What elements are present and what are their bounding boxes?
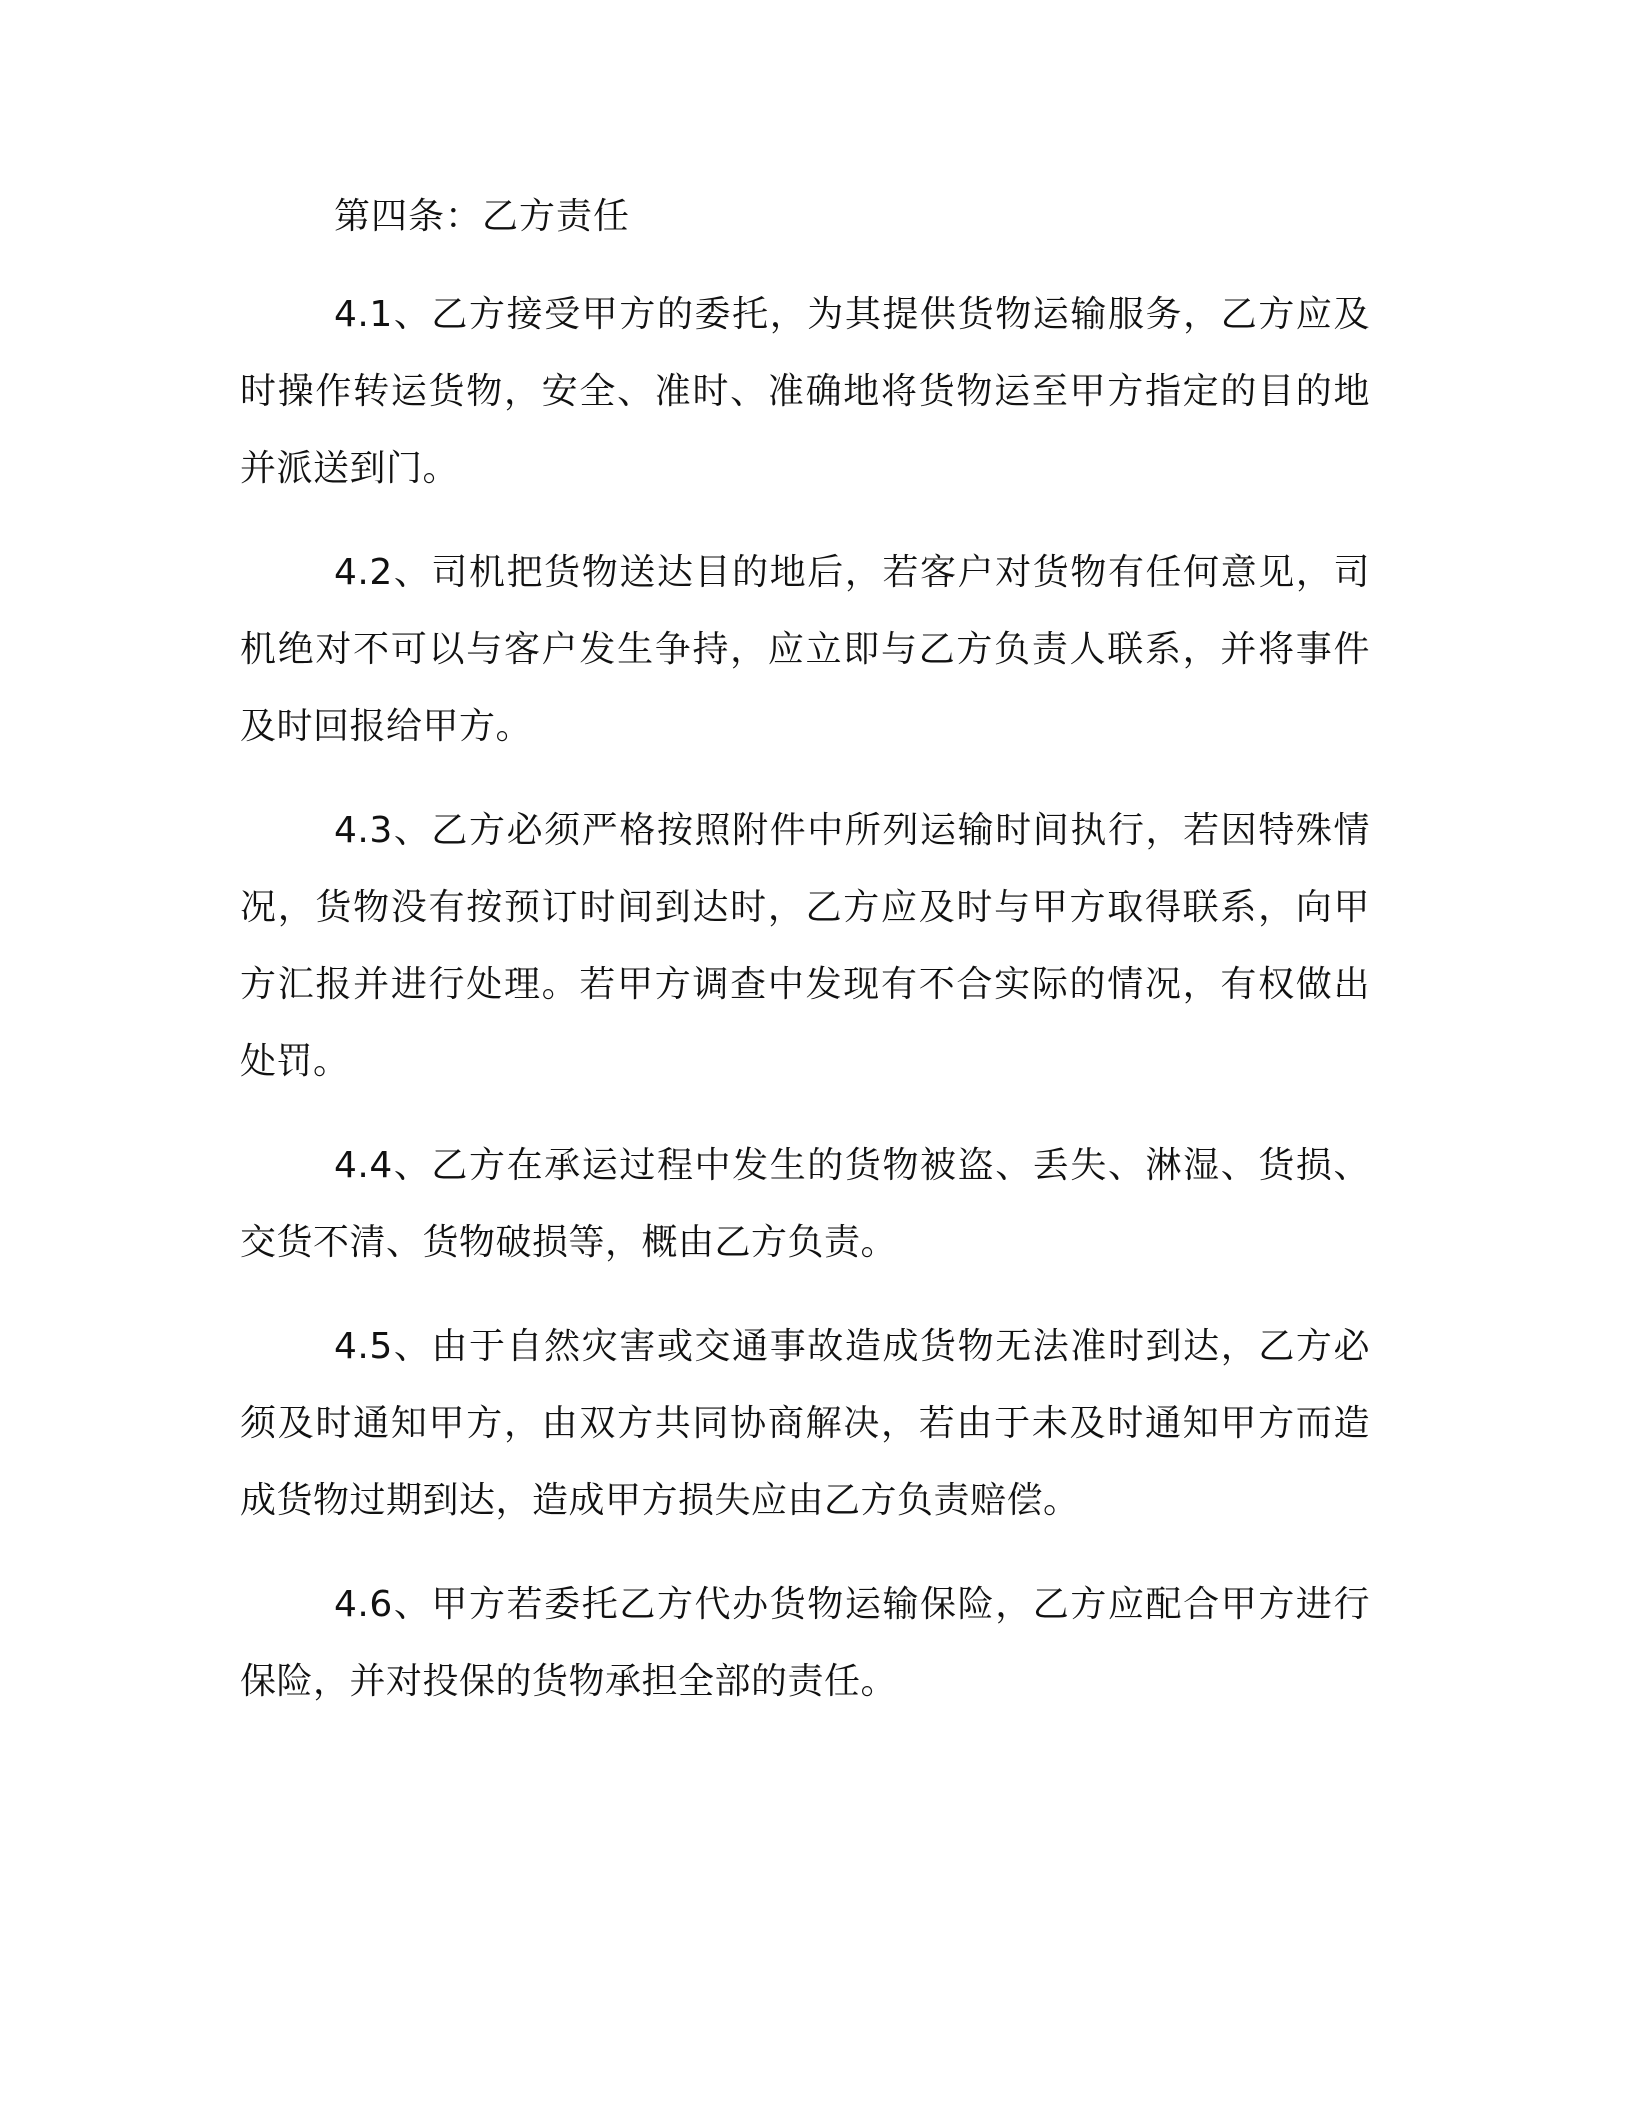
document-body [240, 186, 1370, 1747]
section-heading: 第四条：乙方责任 [334, 196, 631, 237]
clause-4-2: 4.2、司机把货物送达目的地后，若客户对货物有任何意见，司机绝对不可以与客户发生争持，应立即与乙方负责人联系，并将事件及时回报给甲方。 [240, 552, 1370, 747]
clause-4-1: 4.1、乙方接受甲方的委托，为其提供货物运输服务，乙方应及时操作转运货物，安全、准时、准确地将货物运至甲方指定的目的地并派送到门。 [240, 294, 1370, 489]
clause-4-3: 4.3、乙方必须严格按照附件中所列运输时间执行，若因特殊情况，货物没有按预订时间到达时，乙方应及时与甲方取得联系，向甲方汇报并进行处理。若甲方调查中发现有不合实际的情况，有权做出处罚。 [240, 810, 1370, 1082]
clause-4-5: 4.5、由于自然灾害或交通事故造成货物无法准时到达，乙方必须及时通知甲方，由双方共同协商解决，若由于未及时通知甲方而造成货物过期到达，造成甲方损失应由乙方负责赔偿。 [240, 1326, 1370, 1521]
clause-4-4: 4.4、乙方在承运过程中发生的货物被盗、丢失、淋湿、货损、交货不清、货物破损等，概由乙方负责。 [240, 1145, 1370, 1263]
clause-4-6: 4.6、甲方若委托乙方代办货物运输保险，乙方应配合甲方进行保险，并对投保的货物承担全部的责任。 [240, 1584, 1370, 1702]
